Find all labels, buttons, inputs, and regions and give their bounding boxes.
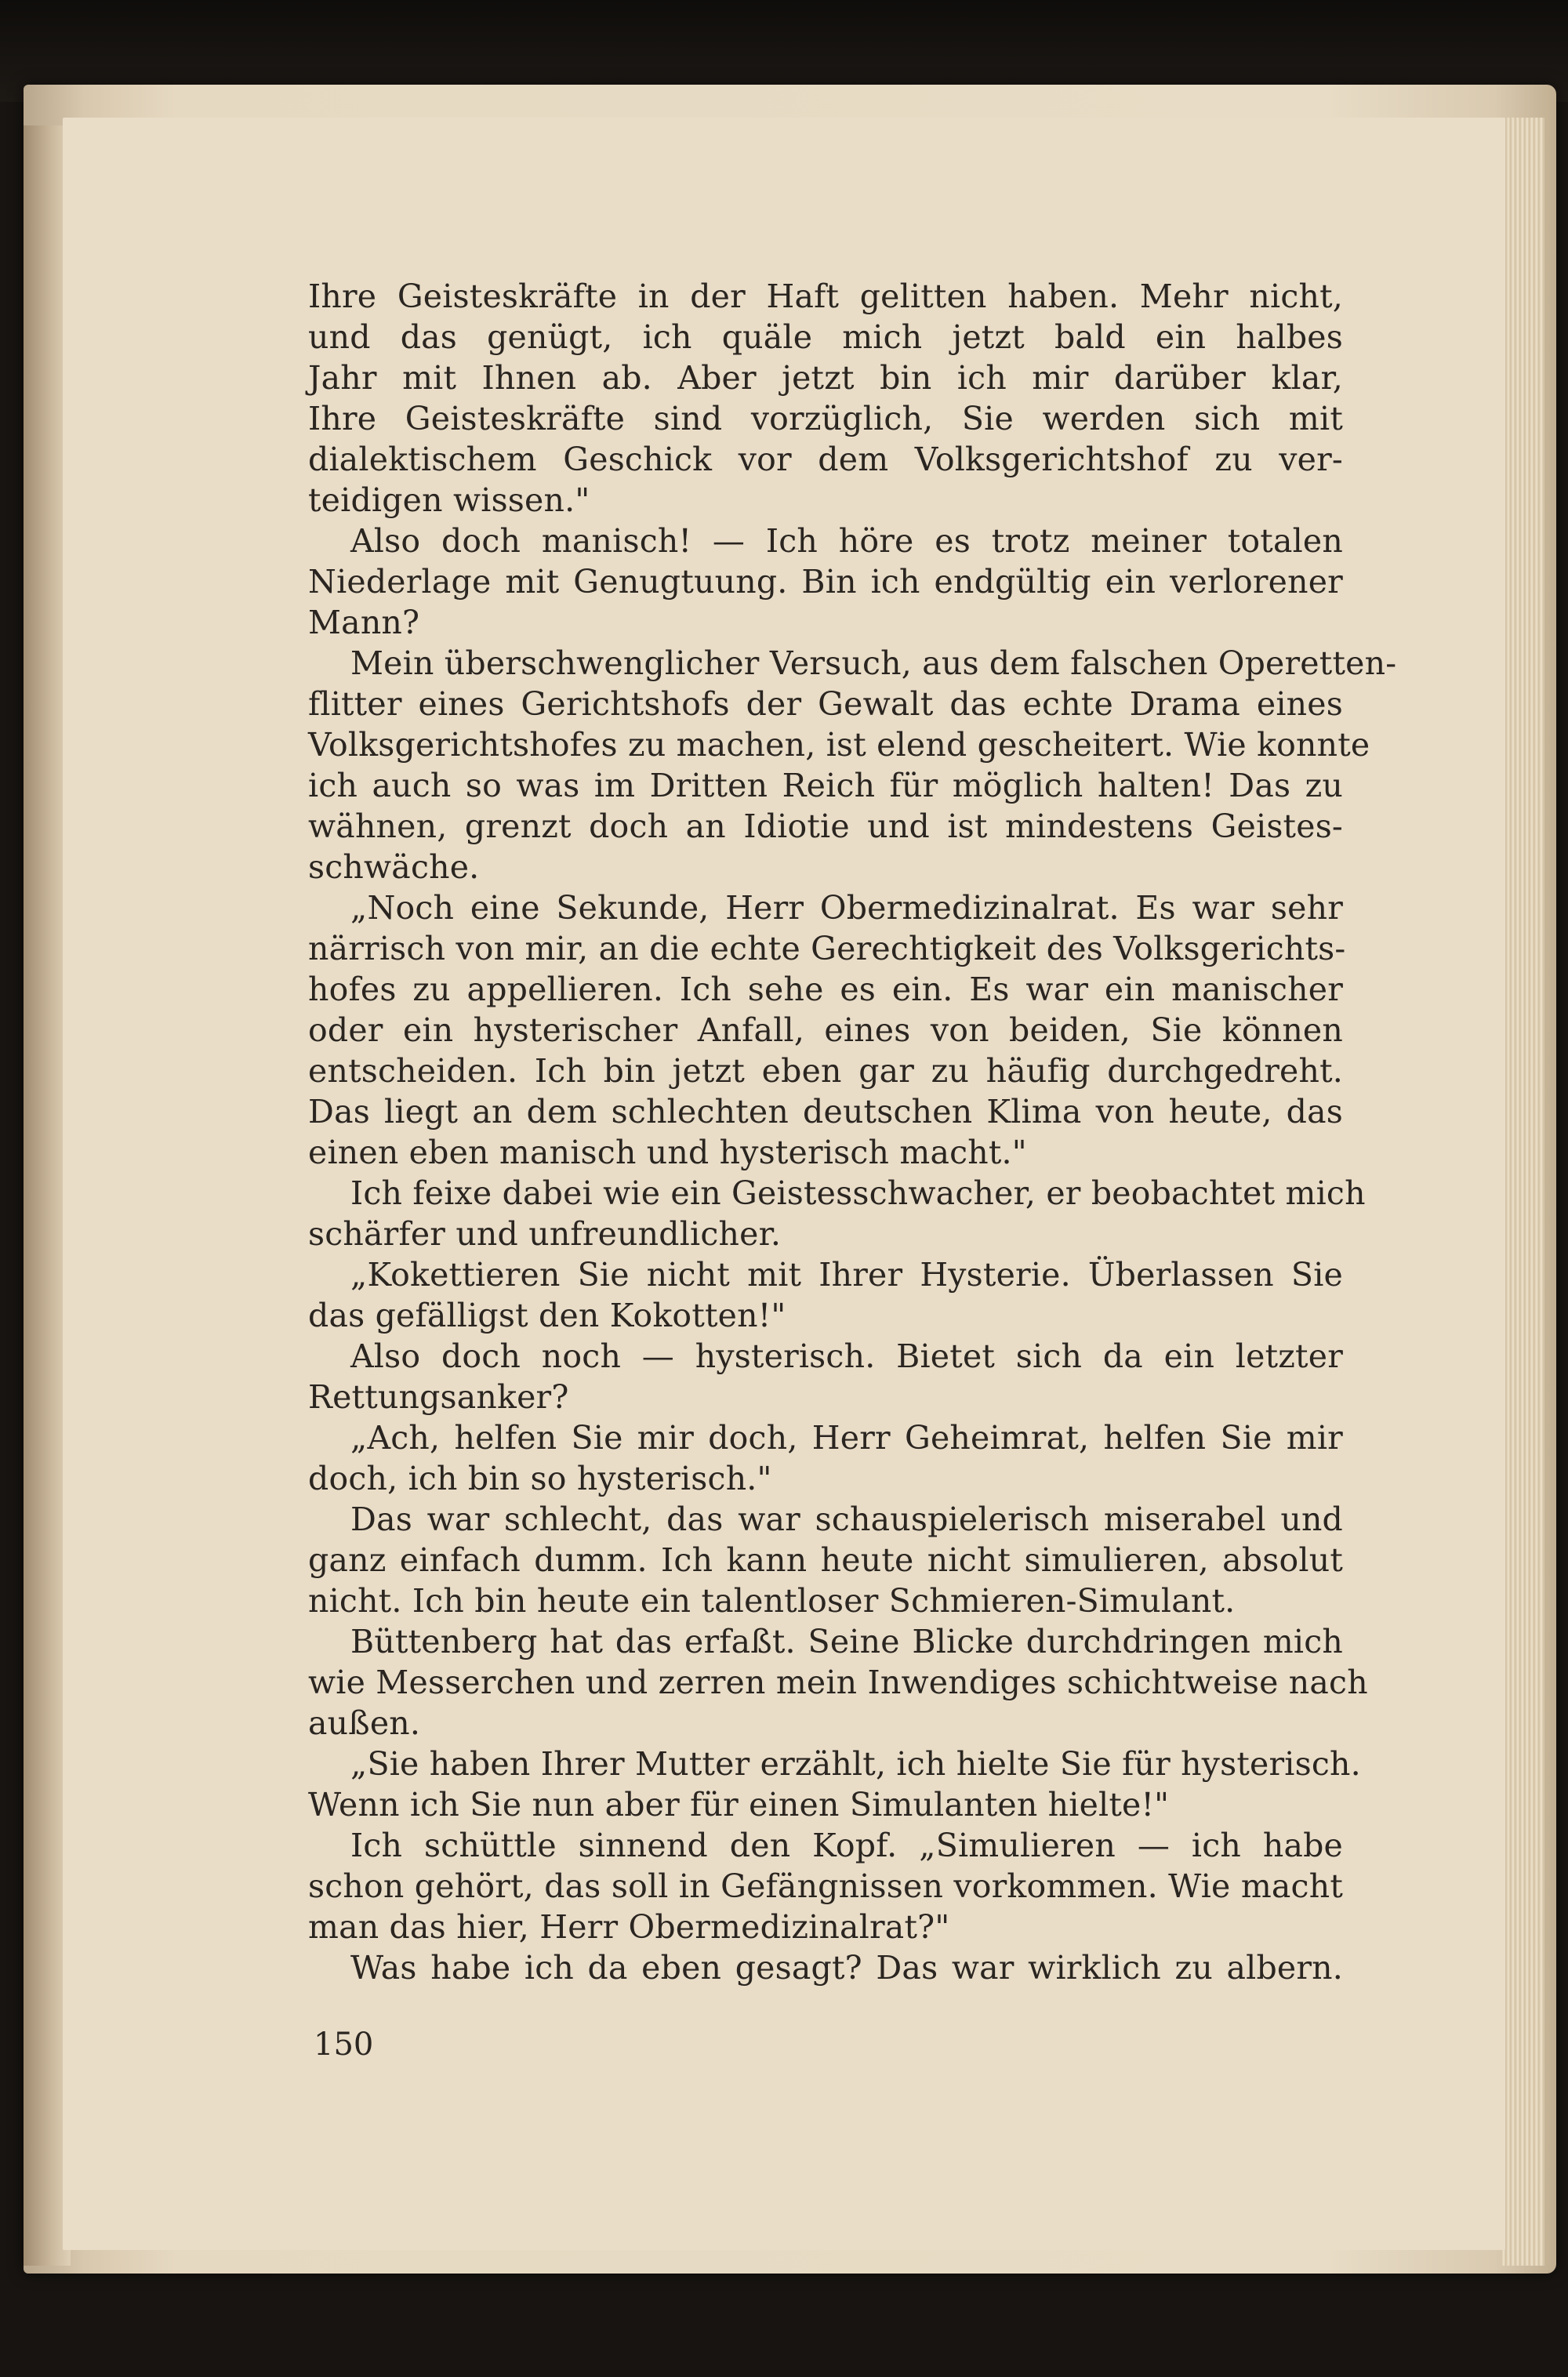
text-line: Ich feixe dabei wie ein Geistesschwacher, er beobachtet mich: [350, 1174, 1366, 1212]
page-number: 150: [314, 2027, 374, 2063]
text-line: ich auch so was im Dritten Reich für möglich halten! Das zu: [308, 767, 1343, 804]
text-line: Das war schlecht, das war schauspielerisch miserabel und: [350, 1501, 1343, 1538]
text-line: Jahr mit Ihnen ab. Aber jetzt bin ich mir darüber klar,: [308, 359, 1343, 397]
text-line: Ich schüttle sinnend den Kopf. „Simulieren — ich habe: [350, 1827, 1343, 1864]
text-line: schärfer und unfreundlicher.: [308, 1215, 782, 1253]
text-line: Also doch manisch! — Ich höre es trotz meiner totalen: [350, 522, 1343, 560]
page-edges: [1501, 118, 1544, 2266]
text-line: Büttenberg hat das erfaßt. Seine Blicke durchdringen mich: [350, 1623, 1343, 1660]
text-line: einen eben manisch und hysterisch macht.": [308, 1134, 1027, 1171]
text-line: „Ach, helfen Sie mir doch, Herr Geheimrat, helfen Sie mir: [350, 1419, 1343, 1457]
text-line: teidigen wissen.": [308, 481, 590, 519]
text-line: ganz einfach dumm. Ich kann heute nicht simulieren, absolut: [308, 1541, 1343, 1579]
text-line: man das hier, Herr Obermedizinalrat?": [308, 1908, 950, 1946]
text-line: entscheiden. Ich bin jetzt eben gar zu häufig durchgedreht.: [308, 1052, 1343, 1090]
text-line: hofes zu appellieren. Ich sehe es ein. Es war ein manischer: [308, 971, 1343, 1008]
text-line: flitter eines Gerichtshofs der Gewalt das echte Drama eines: [308, 685, 1343, 723]
text-line: Das liegt an dem schlechten deutschen Klima von heute, das: [308, 1093, 1343, 1130]
text-line: nicht. Ich bin heute ein talentloser Schmieren-Simulant.: [308, 1582, 1236, 1620]
text-line: doch, ich bin so hysterisch.": [308, 1460, 772, 1497]
text-line: wie Messerchen und zerren mein Inwendiges schichtweise nach: [308, 1664, 1368, 1701]
text-line: „Sie haben Ihrer Mutter erzählt, ich hielte Sie für hysterisch.: [350, 1745, 1361, 1783]
text-line: dialektischem Geschick vor dem Volksgerichtshof zu ver-: [308, 441, 1343, 478]
text-line: Mann?: [308, 604, 420, 641]
text-line: Wenn ich Sie nun aber für einen Simulanten hielte!": [308, 1786, 1170, 1824]
text-line: Also doch noch — hysterisch. Bietet sich da ein letzter: [350, 1337, 1343, 1375]
text-line: das gefälligst den Kokotten!": [308, 1297, 786, 1334]
text-line: schwäche.: [308, 848, 480, 886]
text-line: „Noch eine Sekunde, Herr Obermedizinalrat. Es war sehr: [350, 889, 1343, 927]
text-line: oder ein hysterischer Anfall, eines von beiden, Sie können: [308, 1011, 1343, 1049]
text-line: wähnen, grenzt doch an Idiotie und ist mindestens Geistes-: [308, 807, 1343, 845]
text-line: Ihre Geisteskräfte sind vorzüglich, Sie werden sich mit: [308, 400, 1343, 437]
text-line: närrisch von mir, an die echte Gerechtigkeit des Volksgerichts-: [308, 930, 1346, 967]
text-line: Ihre Geisteskräfte in der Haft gelitten haben. Mehr nicht,: [308, 278, 1343, 315]
text-line: Niederlage mit Genugtuung. Bin ich endgültig ein verlorener: [308, 563, 1343, 601]
text-line: außen.: [308, 1704, 421, 1742]
text-line: Was habe ich da eben gesagt? Das war wirklich zu albern.: [350, 1949, 1343, 1987]
body-text: [308, 276, 1397, 1988]
text-line: Volksgerichtshofes zu machen, ist elend gescheitert. Wie konnte: [308, 726, 1370, 764]
text-line: schon gehört, das soll in Gefängnissen vorkommen. Wie macht: [308, 1867, 1343, 1905]
text-line: und das genügt, ich quäle mich jetzt bald ein halbes: [308, 318, 1343, 356]
text-line: „Kokettieren Sie nicht mit Ihrer Hysterie. Überlassen Sie: [350, 1256, 1343, 1294]
text-line: Rettungsanker?: [308, 1378, 569, 1416]
text-line: Mein überschwenglicher Versuch, aus dem falschen Operetten-: [350, 644, 1397, 682]
